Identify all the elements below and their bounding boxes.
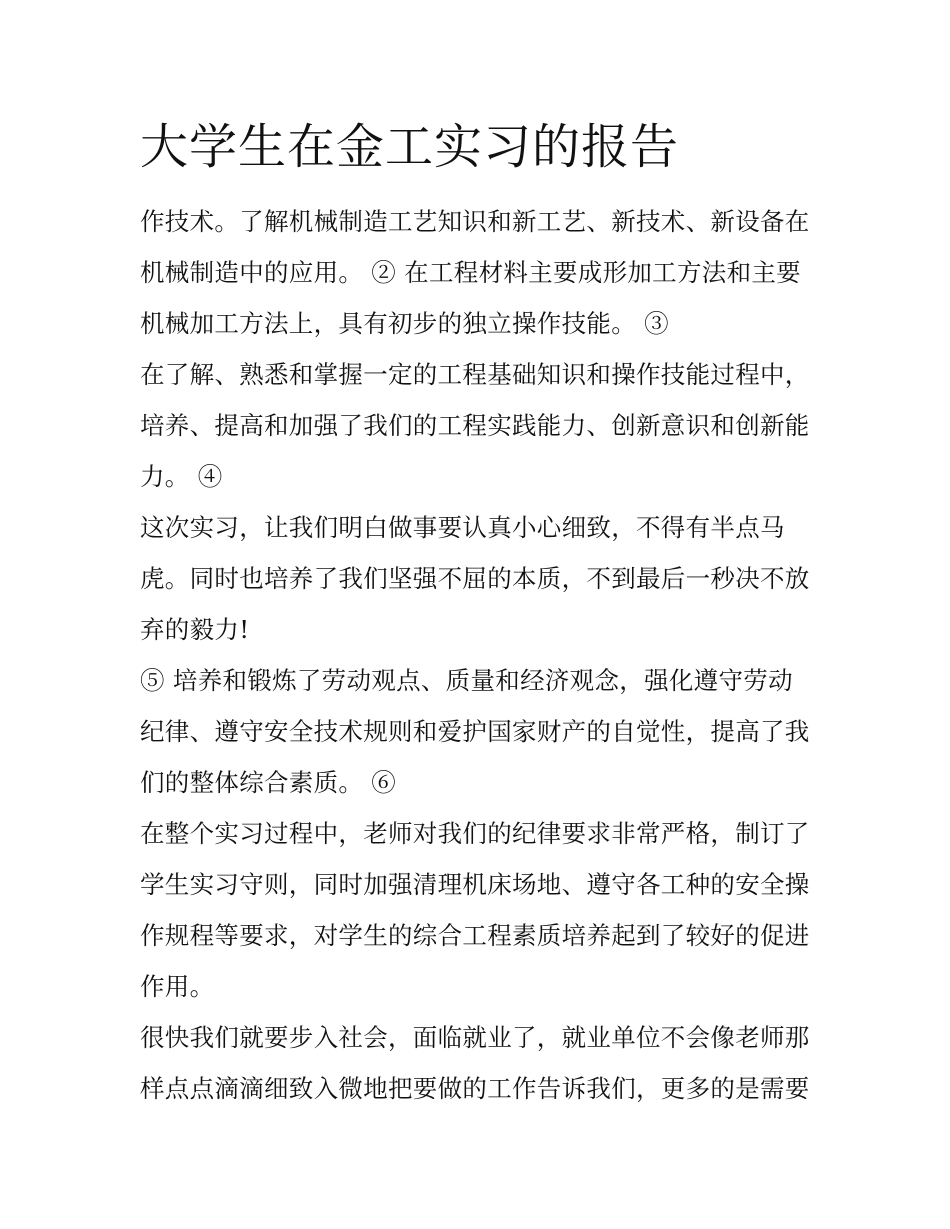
text-line: 作用。 xyxy=(140,972,215,1001)
text-line: 很快我们就要步入社会，面临就业了，就业单位不会像老师那 xyxy=(140,1023,810,1052)
text-line: 培养、提高和加强了我们的工程实践能力、创新意识和创新能 xyxy=(140,411,810,440)
text-line: 作技术。了解机械制造工艺知识和新工艺、新技术、新设备在 xyxy=(140,207,810,236)
page-title: 大学生在金工实习的报告 xyxy=(140,119,680,175)
text-line: 纪律、遵守安全技术规则和爱护国家财产的自觉性，提高了我 xyxy=(140,717,810,746)
text-line: 机械制造中的应用。 ② 在工程材料主要成形加工方法和主要 xyxy=(140,258,801,287)
text-line: 在了解、熟悉和掌握一定的工程基础知识和操作技能过程中， xyxy=(140,360,810,389)
text-line: 样点点滴滴细致入微地把要做的工作告诉我们，更多的是需要 xyxy=(140,1074,810,1103)
text-line: 作规程等要求，对学生的综合工程素质培养起到了较好的促进 xyxy=(140,921,810,950)
text-line: ⑤ 培养和锻炼了劳动观点、质量和经济观念，强化遵守劳动 xyxy=(140,666,793,695)
text-line: 在整个实习过程中，老师对我们的纪律要求非常严格，制订了 xyxy=(140,819,810,848)
text-line: 这次实习，让我们明白做事要认真小心细致，不得有半点马 xyxy=(140,513,785,542)
text-line: 机械加工方法上，具有初步的独立操作技能。 ③ xyxy=(140,309,669,338)
text-line: 弃的毅力! xyxy=(140,615,250,644)
text-line: 们的整体综合素质。 ⑥ xyxy=(140,768,397,797)
text-line: 力。 ④ xyxy=(140,462,223,491)
text-line: 虎。同时也培养了我们坚强不屈的本质，不到最后一秒决不放 xyxy=(140,564,810,593)
document-body xyxy=(140,196,820,1114)
text-line: 学生实习守则，同时加强清理机床场地、遵守各工种的安全操 xyxy=(140,870,810,899)
